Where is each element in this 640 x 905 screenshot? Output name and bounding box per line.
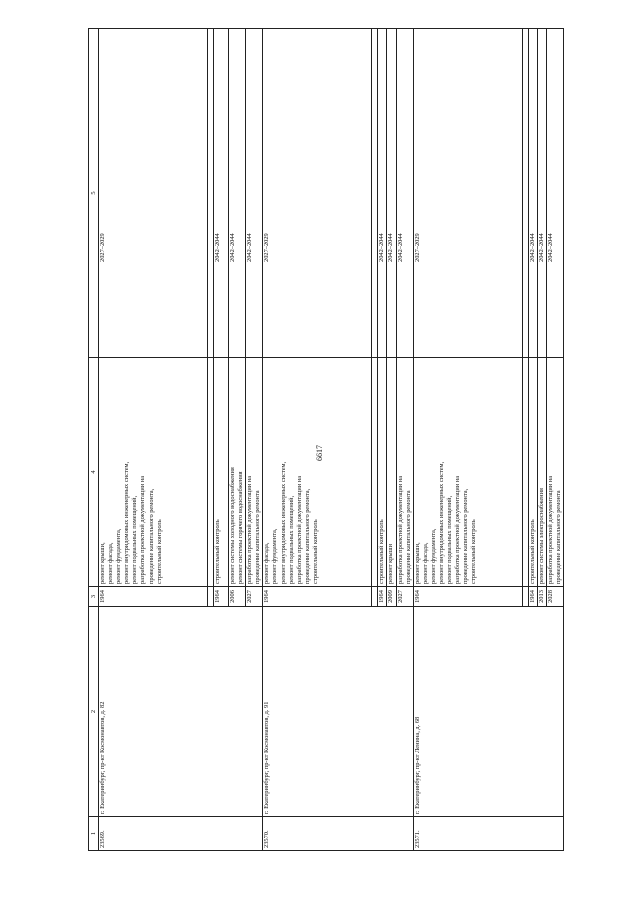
building-address: г. Екатеринбург, пр-кт Космонавтов, д. 82 [99,607,263,817]
building-number: 23569. [99,817,263,851]
header-cell: 3 [89,587,99,607]
work-list: ремонт крыши, ремонт фасада, ремонт фундамента, ремонт внутридомовых инженерных систем, ремонт подвальных помещений, разработка проектной документации на проведение капитального ремонта, строительный контроль [99,358,208,587]
build-year: 1964 [378,587,387,607]
page-number: 6617 [315,445,324,461]
header-cell: 1 [89,817,99,851]
repair-period: 2042–2044 [378,29,387,358]
repair-schedule-table [88,28,564,851]
work-list: строительный контроль [214,358,229,587]
work-list: ремонт крыши, ремонт фасада, ремонт фундамента, ремонт внутридомовых инженерных систем, ремонт подвальных помещений, разработка проектной документации на проведение капитального ремонта, строительный контроль [413,358,522,587]
work-list: строительный контроль [378,358,387,587]
work-list: разработка проектной документации на проведение капитального ремонта [246,358,263,587]
building-number: 23570. [263,817,413,851]
header-cell: 4 [89,358,99,587]
build-year: 2027 [246,587,263,607]
work-list: ремонт крыши [387,358,396,587]
table-row [263,29,372,851]
build-year: 1964 [214,587,229,607]
work-list: разработка проектной документации на проведение капитального ремонта [396,358,413,587]
header-cell: 5 [89,29,99,358]
header-cell: 2 [89,607,99,817]
repair-period: 2027–2029 [99,29,208,358]
header-row [89,29,99,851]
work-list: ремонт системы электроснабжения [537,358,546,587]
building-address: г. Екатеринбург, пр-кт Ленина, д. 68 [413,607,563,817]
repair-period: 2042–2044 [528,29,537,358]
repair-period: 2042–2044 [246,29,263,358]
build-year: 2027 [396,587,413,607]
repair-period: 2042–2044 [387,29,396,358]
work-list: ремонт фасада, ремонт фундамента, ремонт внутридомовых инженерных систем, ремонт подвальных помещений, разработка проектной документации на проведение капитального ремонта, строительный контроль [263,358,372,587]
table-row [99,29,208,851]
repair-period: 2027–2029 [413,29,522,358]
build-year: 1964 [99,587,208,607]
repair-period: 2027–2029 [263,29,372,358]
building-number: 23571. [413,817,563,851]
table-row [413,29,522,851]
repair-period: 2042–2044 [396,29,413,358]
work-list: ремонт системы холодного водоснабжения ремонт системы горячего водоснабжения [229,358,246,587]
build-year: 1964 [413,587,522,607]
building-address: г. Екатеринбург, пр-кт Космонавтов, д. 91 [263,607,413,817]
repair-period: 2042–2044 [546,29,563,358]
build-year: 2013 [537,587,546,607]
repair-period: 2042–2044 [214,29,229,358]
build-year: 2009 [387,587,396,607]
build-year: 2028 [546,587,563,607]
work-list: разработка проектной документации на проведение капитального ремонта [546,358,563,587]
work-list: строительный контроль [528,358,537,587]
repair-period: 2042–2044 [229,29,246,358]
build-year: 1964 [263,587,372,607]
build-year: 1964 [528,587,537,607]
build-year: 2006 [229,587,246,607]
repair-period: 2042–2044 [537,29,546,358]
